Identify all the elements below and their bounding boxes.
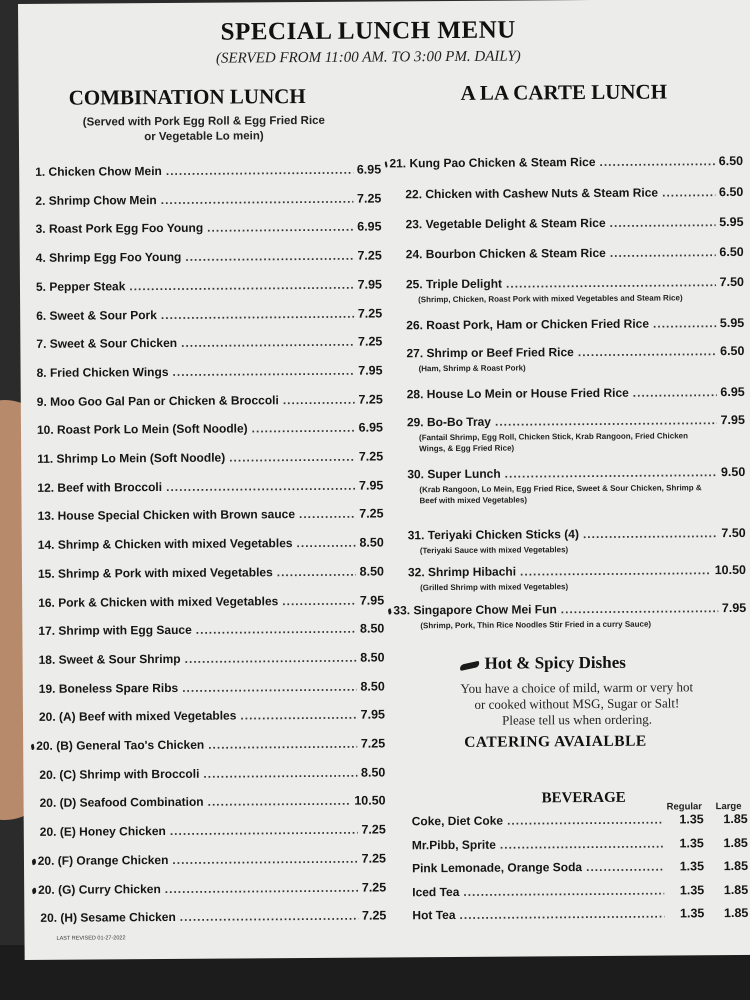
combination-item-name: 7. Sweet & Sour Chicken (36, 336, 178, 352)
alacarte-item-price: 6.50 (718, 184, 744, 200)
beverage-item-price-large: 1.85 (723, 835, 748, 850)
combination-item-name: 18. Sweet & Sour Shrimp (38, 651, 181, 667)
alacarte-item-name: 23. Vegetable Delight & Steam Rice (405, 215, 606, 232)
combination-item-name: 16. Pork & Chicken with mixed Vegetables (38, 593, 279, 610)
combination-item (36, 335, 382, 351)
alacarte-item (406, 316, 744, 332)
dot-leader (277, 564, 356, 579)
alacarte-item-name: 31. Teriyaki Chicken Sticks (4) (407, 527, 579, 543)
alacarte-item-price: 10.50 (714, 562, 747, 578)
dot-leader (299, 507, 355, 521)
combination-item-name: 15. Shrimp & Pork with mixed Vegetables (37, 565, 273, 581)
dot-leader (500, 836, 664, 851)
combination-item-price: 8.50 (359, 621, 385, 636)
combination-item-name: 13. House Special Chicken with Brown sauce (37, 507, 296, 524)
dot-leader (282, 593, 356, 608)
beverage-item-price-regular: 1.35 (679, 882, 705, 897)
combination-item (37, 421, 383, 437)
beverage-item-price-regular: 1.35 (679, 835, 704, 850)
spicy-info-line2: or cooked without MSG, Sugar or Salt! (474, 695, 680, 712)
combination-item-name: 10. Roast Pork Lo Mein (Soft Noodle) (36, 421, 248, 438)
dot-leader (170, 823, 358, 838)
combination-item (38, 593, 384, 609)
dot-leader (506, 275, 716, 290)
beverage-item-price-regular: 1.35 (679, 859, 705, 874)
combination-item-name: 20. (E) Honey Chicken (39, 824, 166, 839)
dot-leader (459, 907, 664, 922)
beverage-item-name: Mr.Pibb, Sprite (411, 837, 496, 852)
combination-item-name: 20. (G) Curry Chicken (38, 881, 161, 897)
chili-pepper-icon (385, 161, 389, 167)
combination-item-price: 7.25 (360, 736, 386, 751)
combination-item (39, 679, 385, 695)
combination-item-price: 6.95 (358, 420, 384, 435)
combination-item (32, 851, 386, 867)
combination-item-price: 7.95 (357, 277, 383, 292)
dot-leader (185, 651, 357, 666)
combination-note (59, 114, 349, 146)
dot-leader (172, 851, 357, 866)
beverage-item (412, 859, 748, 875)
combination-item-price: 7.25 (361, 851, 387, 866)
chili-pepper-icon (388, 608, 392, 615)
combination-item-price: 8.50 (360, 679, 385, 694)
menu-hours: (SERVED FROM 11:00 AM. TO 3:00 PM. DAILY) (215, 48, 521, 67)
combination-item (38, 507, 384, 523)
dot-leader (129, 277, 353, 293)
combination-item (37, 363, 383, 379)
combination-item-name: 14. Shrimp & Chicken with mixed Vegetables (37, 536, 293, 552)
beverage-item-price-regular: 1.35 (679, 812, 704, 827)
combination-item-price: 7.95 (360, 707, 386, 722)
combination-item-price: 7.25 (358, 449, 384, 464)
alacarte-item-price: 7.50 (721, 525, 746, 541)
beverage-item-name: Hot Tea (412, 907, 456, 923)
alacarte-item-name: 21. Kung Pao Chicken & Steam Rice (389, 154, 596, 171)
dot-leader (208, 794, 351, 809)
combination-item (37, 449, 383, 465)
alacarte-item-description: (Ham, Shrimp & Roast Pork) (418, 363, 526, 374)
dot-leader (520, 563, 711, 578)
beverage-item-name: Iced Tea (412, 884, 460, 899)
alacarte-item (407, 465, 745, 481)
combination-item-price: 7.25 (361, 908, 387, 923)
alacarte-item-price: 9.50 (720, 464, 746, 480)
combination-item (37, 478, 383, 494)
alacarte-item-price: 6.95 (720, 384, 745, 400)
dot-leader (208, 737, 357, 752)
combination-item (36, 220, 382, 236)
alacarte-item (407, 385, 745, 401)
combination-item-name: 5. Pepper Steak (35, 279, 126, 294)
combination-item-price: 6.95 (356, 162, 382, 177)
beverage-col-regular: Regular (666, 801, 703, 813)
dot-leader (633, 385, 717, 400)
combination-item (31, 736, 385, 752)
combination-heading: COMBINATION LUNCH (68, 83, 306, 110)
alacarte-item-name: 28. House Lo Mein or House Fried Rice (406, 385, 629, 402)
dot-leader (610, 245, 716, 260)
dot-leader (165, 880, 358, 895)
chili-pepper-icon (31, 858, 36, 865)
hot-spicy-heading: Hot & Spicy Dishes (484, 652, 626, 673)
combination-item-price: 7.25 (361, 879, 387, 895)
alacarte-item-description: (Shrimp, Pork, Thin Rice Noodles Stir Fried in a curry Sauce) (420, 619, 652, 631)
alacarte-item-description: (Krab Rangoon, Lo Mein, Egg Fried Rice, Sweet & Sour Chicken, Shrimp & Beef with mixed Vegetables) (419, 483, 702, 506)
alacarte-item-description: (Fantail Shrimp, Egg Roll, Chicken Stick, Krab Rangoon, Fried Chicken Wings, & Egg Fried Rice) (419, 431, 688, 454)
combination-item-price: 7.95 (358, 363, 383, 378)
beverage-item (412, 882, 748, 898)
spicy-info-line1: You have a choice of mild, warm or very hot (460, 679, 694, 696)
alacarte-item-price: 5.95 (719, 214, 744, 230)
alacarte-item (406, 344, 744, 360)
alacarte-item (407, 413, 745, 429)
combination-item (39, 708, 385, 724)
combination-item (40, 823, 386, 839)
dot-leader (507, 813, 664, 828)
combination-item-name: 20. (D) Seafood Combination (39, 795, 204, 811)
combination-item-price: 7.25 (357, 334, 383, 349)
combination-item-name: 20. (B) General Tao's Chicken (36, 737, 205, 753)
beverage-item-price-large: 1.85 (723, 882, 749, 897)
combination-item-name: 8. Fried Chicken Wings (36, 364, 169, 380)
dot-leader (599, 154, 714, 169)
combination-item-name: 3. Roast Pork Egg Foo Young (35, 221, 204, 237)
alacarte-item-description: (Shrimp, Chicken, Roast Pork with mixed Vegetables and Steam Rice) (418, 293, 683, 305)
dot-leader (161, 306, 354, 321)
combination-item (40, 794, 386, 810)
beverage-item-price-large: 1.85 (723, 811, 748, 827)
dot-leader (196, 622, 356, 637)
combination-item (38, 536, 384, 552)
combination-item-price: 8.50 (359, 564, 385, 579)
dot-leader (662, 185, 715, 199)
combination-item-price: 7.95 (358, 478, 384, 493)
dot-leader (586, 860, 664, 875)
dot-leader (182, 679, 356, 694)
dot-leader (161, 191, 353, 206)
combination-item-price: 7.25 (358, 392, 383, 407)
chili-pepper-icon (459, 661, 480, 671)
chili-pepper-icon (32, 887, 37, 894)
alacarte-item-price: 6.50 (719, 244, 744, 260)
dot-leader (495, 413, 717, 429)
combination-item-price: 6.95 (357, 219, 382, 235)
dot-leader (578, 344, 716, 359)
combination-item (36, 277, 382, 293)
dot-leader (653, 316, 716, 330)
alacarte-item (388, 601, 746, 617)
combination-item-name: 9. Moo Goo Gal Pan or Chicken & Broccoli (36, 392, 279, 409)
alacarte-item (405, 185, 743, 201)
combination-item (35, 191, 381, 207)
spicy-info-line3: Please tell us when ordering. (502, 711, 652, 728)
dot-leader (610, 215, 716, 230)
combination-item-name: 19. Boneless Spare Ribs (38, 680, 179, 696)
combination-item (38, 622, 384, 638)
combination-item-price: 7.25 (357, 305, 383, 321)
alacarte-item-price: 6.50 (718, 153, 744, 169)
alacarte-item (406, 275, 744, 291)
combination-item-price: 7.25 (357, 248, 382, 263)
alacarte-item-name: 32. Shrimp Hibachi (407, 564, 517, 580)
menu-title: SPECIAL LUNCH MENU (220, 16, 516, 46)
combination-item (40, 909, 386, 925)
last-revised: LAST REVISED 01-27-2022 (56, 935, 126, 942)
spicy-info (418, 679, 736, 729)
combination-item-price: 7.95 (359, 592, 385, 608)
alacarte-item (406, 245, 744, 261)
combination-item-price: 7.25 (356, 191, 382, 206)
alacarte-item-name: 30. Super Lunch (407, 466, 501, 482)
alacarte-item-name: 27. Shrimp or Beef Fried Rice (406, 345, 574, 361)
dot-leader (505, 465, 717, 480)
beverage-item-price-regular: 1.35 (679, 906, 705, 921)
alacarte-item-price: 5.95 (719, 315, 745, 331)
combination-item-name: 20. (A) Beef with mixed Vegetables (38, 708, 237, 725)
combination-note-line1: (Served with Pork Egg Roll & Egg Fried Rice (82, 114, 325, 129)
alacarte-item (408, 526, 746, 542)
beverage-item (412, 835, 748, 851)
alacarte-item-price: 7.95 (721, 600, 747, 616)
menu-sheet (18, 0, 750, 960)
alacarte-heading: A LA CARTE LUNCH (460, 79, 668, 105)
combination-item (36, 306, 382, 322)
beverage-col-large: Large (715, 800, 742, 813)
dot-leader (203, 765, 357, 780)
combination-item (36, 249, 382, 265)
combination-item-name: 12. Beef with Broccoli (37, 479, 163, 495)
combination-item (39, 765, 385, 781)
combination-item-name: 1. Chicken Chow Mein (35, 163, 162, 179)
combination-item (39, 650, 385, 666)
dot-leader (229, 450, 355, 465)
alacarte-item (408, 563, 746, 579)
combination-note-line2: or Vegetable Lo mein) (144, 130, 264, 144)
combination-item-price: 10.50 (354, 793, 386, 809)
combination-item-name: 11. Shrimp Lo Mein (Soft Noodle) (37, 450, 226, 466)
dot-leader (240, 708, 356, 723)
combination-item (32, 880, 386, 896)
alacarte-item-description: (Teriyaki Sauce with mixed Vegetables) (419, 545, 569, 556)
dot-leader (172, 364, 354, 379)
combination-item (38, 564, 384, 580)
combination-item-name: 20. (H) Sesame Chicken (40, 910, 176, 926)
alacarte-item-description: (Grilled Shrimp with mixed Vegetables) (420, 582, 569, 593)
beverage-heading: BEVERAGE (541, 789, 626, 807)
dot-leader (207, 220, 353, 235)
alacarte-item-name: 33. Singapore Chow Mei Fun (393, 602, 557, 618)
dot-leader (561, 601, 718, 616)
combination-item-name: 6. Sweet & Sour Pork (36, 307, 157, 323)
combination-item-price: 8.50 (359, 535, 384, 550)
dot-leader (166, 478, 355, 493)
alacarte-item-name: 25. Triple Delight (405, 276, 503, 292)
beverage-item-name: Pink Lemonade, Orange Soda (411, 860, 583, 876)
chili-pepper-icon (31, 744, 35, 751)
combination-item-name: 17. Shrimp with Egg Sauce (38, 622, 192, 639)
dot-leader (583, 526, 718, 541)
combination-item-name: 2. Shrimp Chow Mein (35, 192, 157, 208)
beverage-item (412, 906, 748, 922)
dot-leader (185, 249, 353, 264)
dot-leader (252, 421, 355, 436)
alacarte-item-price: 7.50 (719, 274, 745, 290)
combination-item-name: 20. (F) Orange Chicken (37, 852, 169, 868)
combination-item-name: 20. (C) Shrimp with Broccoli (39, 766, 200, 782)
alacarte-item-name: 26. Roast Pork, Ham or Chicken Fried Rice (406, 316, 650, 333)
beverage-item (412, 812, 748, 828)
alacarte-item (385, 154, 743, 170)
combination-item-price: 8.50 (360, 765, 386, 780)
alacarte-item (405, 215, 743, 231)
catering-notice: CATERING AVAIALBLE (464, 732, 647, 751)
alacarte-item-name: 22. Chicken with Cashew Nuts & Steam Rice (405, 185, 659, 202)
dot-leader (181, 335, 354, 350)
alacarte-item-price: 7.95 (720, 412, 745, 428)
dot-leader (463, 883, 664, 898)
dot-leader (180, 909, 358, 924)
combination-item (35, 162, 381, 178)
combination-item-price: 8.50 (360, 650, 385, 665)
alacarte-item-name: 29. Bo-Bo Tray (406, 414, 492, 430)
dot-leader (283, 392, 355, 406)
combination-item (37, 392, 383, 408)
combination-item-price: 7.25 (359, 506, 384, 522)
beverage-item-price-large: 1.85 (723, 905, 749, 921)
alacarte-item-price: 6.50 (720, 343, 745, 359)
alacarte-item-name: 24. Bourbon Chicken & Steam Rice (405, 245, 606, 262)
dot-leader (166, 163, 353, 178)
combination-item-name: 4. Shrimp Egg Foo Young (35, 249, 182, 265)
beverage-item-price-large: 1.85 (723, 858, 749, 874)
combination-item-price: 7.25 (361, 822, 386, 837)
beverage-item-name: Coke, Diet Coke (411, 813, 504, 829)
dot-leader (296, 536, 355, 550)
